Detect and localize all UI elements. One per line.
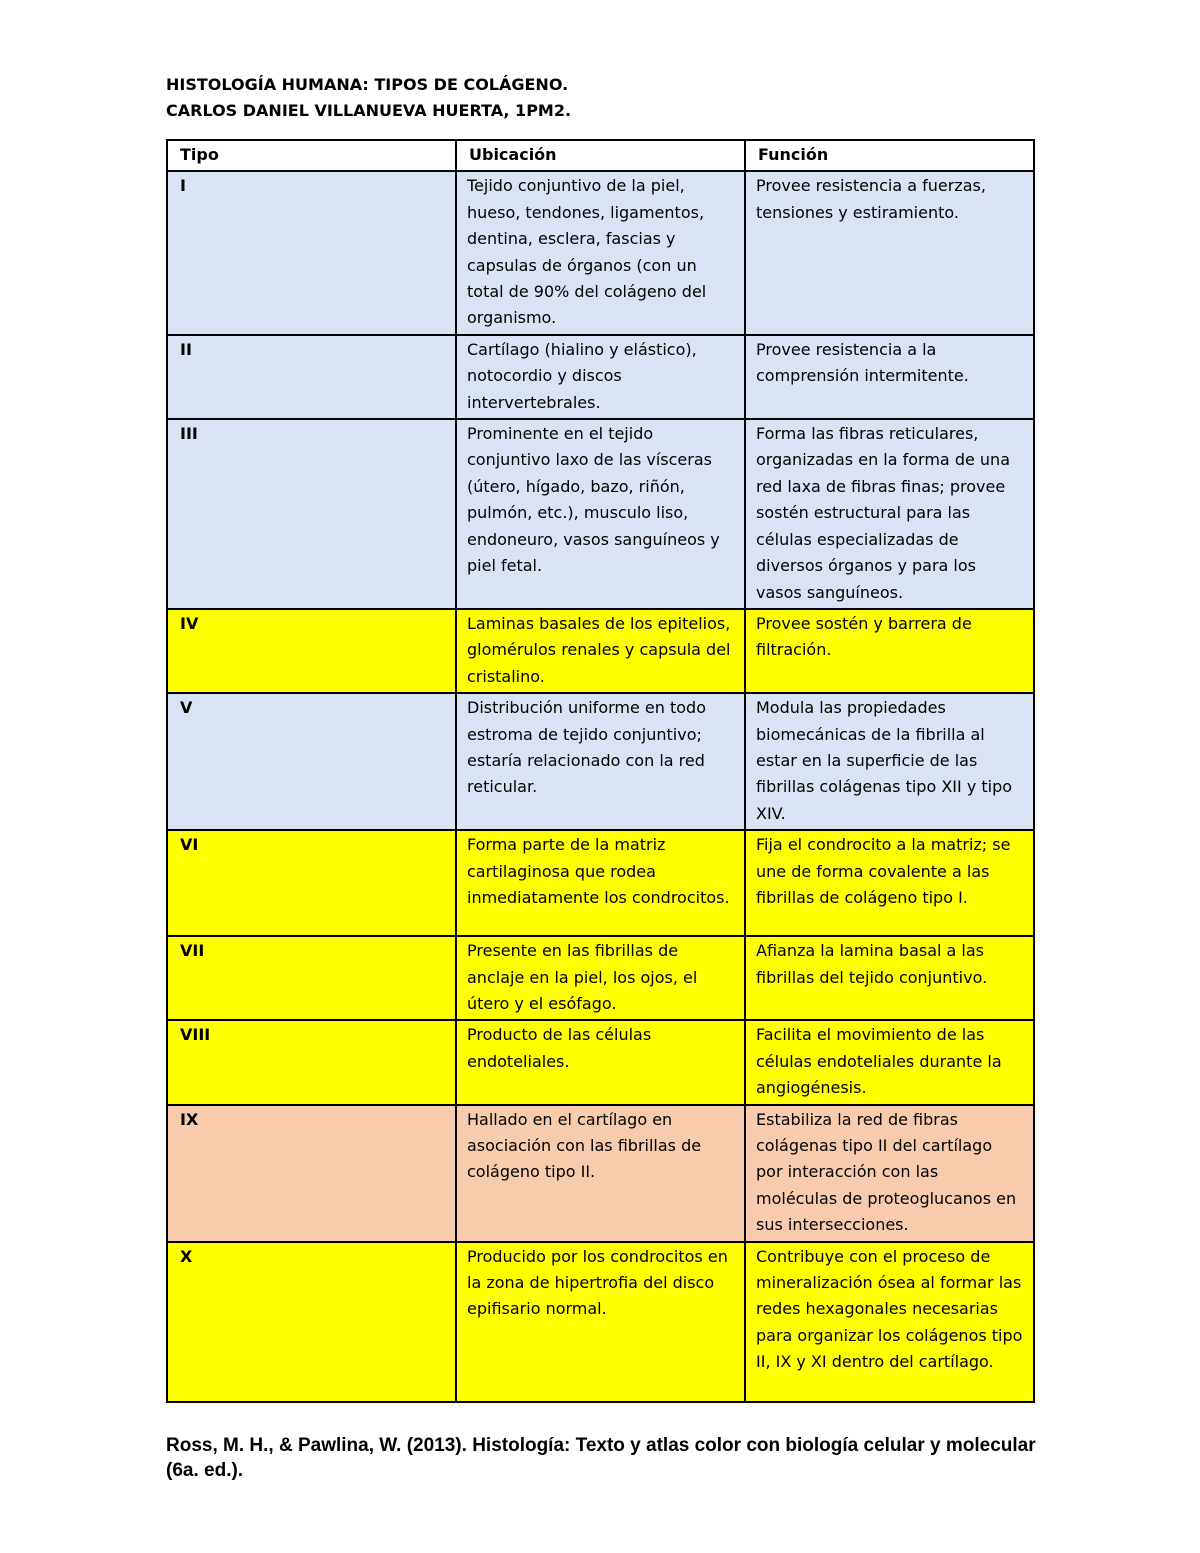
column-header-ubicacion: Ubicación [456, 140, 745, 171]
cell-tipo: VIII [167, 1020, 456, 1104]
document-header [166, 72, 571, 124]
cell-funcion: Provee resistencia a la comprensión intermitente. [745, 335, 1034, 419]
cell-funcion: Fija el condrocito a la matriz; se une de forma covalente a las fibrillas de colágeno tipo I. [745, 830, 1034, 936]
column-header-tipo: Tipo [167, 140, 456, 171]
cell-ubicacion: Cartílago (hialino y elástico), notocordio y discos intervertebrales. [456, 335, 745, 419]
table-row [167, 609, 1034, 693]
table-row [167, 419, 1034, 609]
cell-ubicacion: Forma parte de la matriz cartilaginosa que rodea inmediatamente los condrocitos. [456, 830, 745, 936]
cell-funcion: Contribuye con el proceso de mineralización ósea al formar las redes hexagonales necesarias para organizar los colágenos tipo II, IX y XI dentro del cartílago. [745, 1242, 1034, 1402]
cell-tipo: VII [167, 936, 456, 1020]
cell-tipo: IX [167, 1105, 456, 1242]
cell-funcion: Forma las fibras reticulares, organizadas en la forma de una red laxa de fibras finas; provee sostén estructural para las células especializadas de diversos órganos y para los vasos sanguíneos. [745, 419, 1034, 609]
cell-funcion: Provee resistencia a fuerzas, tensiones y estiramiento. [745, 171, 1034, 334]
cell-ubicacion: Prominente en el tejido conjuntivo laxo de las vísceras (útero, hígado, bazo, riñón, pulmón, etc.), musculo liso, endoneuro, vasos sanguíneos y piel fetal. [456, 419, 745, 609]
cell-ubicacion: Laminas basales de los epitelios, glomérulos renales y capsula del cristalino. [456, 609, 745, 693]
table-header-row [167, 140, 1034, 171]
cell-funcion: Modula las propiedades biomecánicas de la fibrilla al estar en la superficie de las fibrillas colágenas tipo XII y tipo XIV. [745, 693, 1034, 830]
cell-funcion: Facilita el movimiento de las células endoteliales durante la angiogénesis. [745, 1020, 1034, 1104]
cell-tipo: V [167, 693, 456, 830]
cell-ubicacion: Hallado en el cartílago en asociación con las fibrillas de colágeno tipo II. [456, 1105, 745, 1242]
table-row [167, 936, 1034, 1020]
cell-funcion: Estabiliza la red de fibras colágenas tipo II del cartílago por interacción con las moléculas de proteoglucanos en sus intersecciones. [745, 1105, 1034, 1242]
table-row [167, 1020, 1034, 1104]
cell-funcion: Afianza la lamina basal a las fibrillas del tejido conjuntivo. [745, 936, 1034, 1020]
collagen-types-table [166, 139, 1035, 1403]
cell-tipo: X [167, 1242, 456, 1402]
cell-tipo: IV [167, 609, 456, 693]
table-row [167, 830, 1034, 936]
cell-ubicacion: Distribución uniforme en todo estroma de tejido conjuntivo; estaría relacionado con la red reticular. [456, 693, 745, 830]
cell-tipo: II [167, 335, 456, 419]
cell-ubicacion: Producido por los condrocitos en la zona de hipertrofia del disco epifisario normal. [456, 1242, 745, 1402]
table-row [167, 693, 1034, 830]
document-title: HISTOLOGÍA HUMANA: TIPOS DE COLÁGENO. [166, 75, 569, 94]
cell-ubicacion: Presente en las fibrillas de anclaje en la piel, los ojos, el útero y el esófago. [456, 936, 745, 1020]
table-row [167, 1242, 1034, 1402]
column-header-funcion: Función [745, 140, 1034, 171]
bibliographic-reference: Ross, M. H., & Pawlina, W. (2013). Histología: Texto y atlas color con biología celular y molecular (6a. ed.). [166, 1435, 1036, 1481]
cell-funcion: Provee sostén y barrera de filtración. [745, 609, 1034, 693]
table-row [167, 1105, 1034, 1242]
cell-ubicacion: Tejido conjuntivo de la piel, hueso, tendones, ligamentos, dentina, esclera, fascias y capsulas de órganos (con un total de 90% del colágeno del organismo. [456, 171, 745, 334]
document-author: CARLOS DANIEL VILLANUEVA HUERTA, 1PM2. [166, 101, 572, 120]
table-row [167, 171, 1034, 334]
cell-tipo: VI [167, 830, 456, 936]
table-row [167, 335, 1034, 419]
cell-tipo: I [167, 171, 456, 334]
cell-tipo: III [167, 419, 456, 609]
cell-ubicacion: Producto de las células endoteliales. [456, 1020, 745, 1104]
